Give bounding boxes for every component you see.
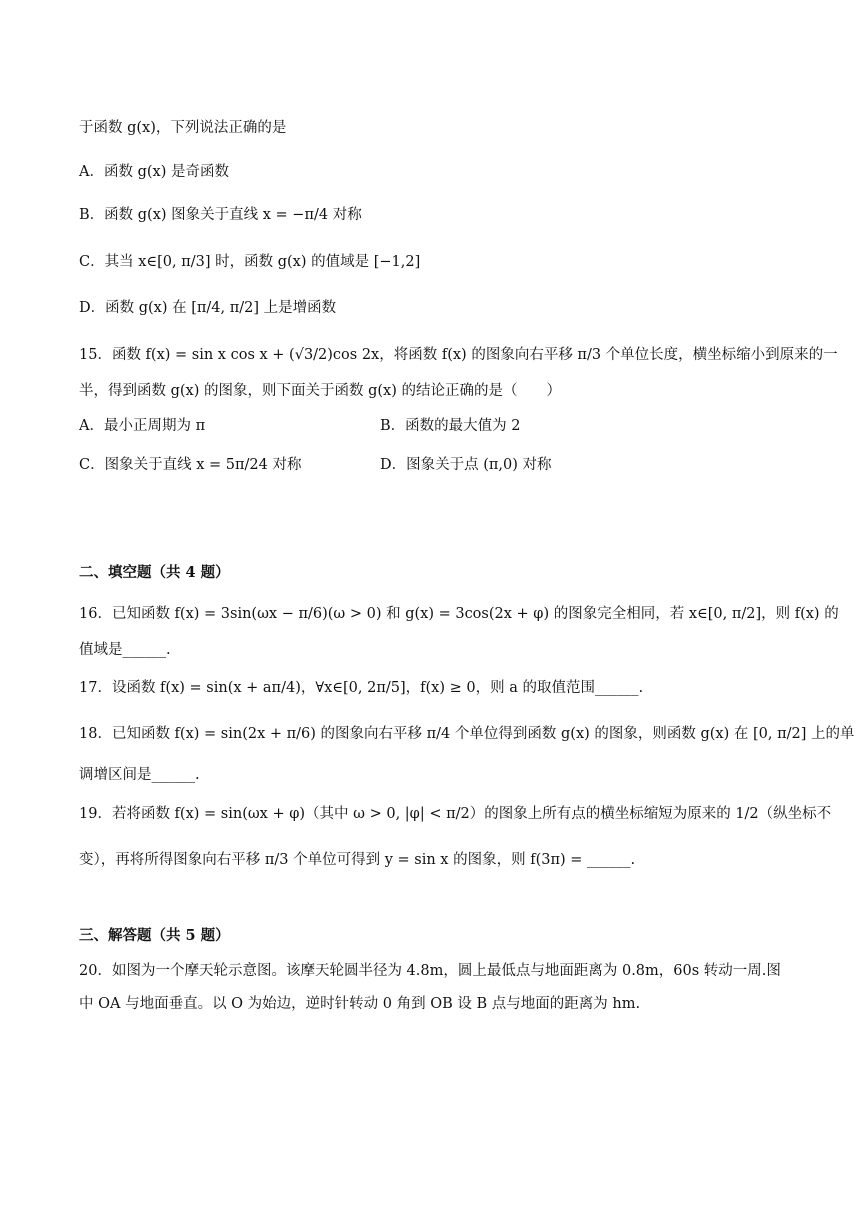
- option-b: B．函数的最大值为 2: [380, 418, 521, 434]
- question-18: 18．已知函数 f(x) = sin(2x + π/6) 的图象向右平移 π/4 个单位得到函数 g(x) 的图象，则函数 g(x) 在 [0, π/2] 上的单: [79, 726, 855, 742]
- option-d: D．函数 g(x) 在 [π/4, π/2] 上是增函数: [79, 300, 337, 316]
- option-a: A．最小正周期为 π: [79, 418, 206, 434]
- question-15: 15．函数 f(x) = sin x cos x + (√3/2)cos 2x，将函数 f(x) 的图象向右平移 π/3 个单位长度，横坐标缩小到原来的一: [79, 347, 838, 363]
- question-20: 20．如图为一个摩天轮示意图。该摩天轮圆半径为 4.8m，圆上最低点与地面距离为 0.8m，60s 转动一周.图: [79, 963, 781, 979]
- text-line: 调增区间是______.: [79, 767, 200, 783]
- text-line: 于函数 g(x)，下列说法正确的是: [79, 120, 287, 136]
- question-17: 17．设函数 f(x) = sin(x + aπ/4)，∀x∈[0, 2π/5]，f(x) ≥ 0，则 a 的取值范围______.: [79, 680, 644, 696]
- option-d: D．图象关于点 (π,0) 对称: [380, 457, 552, 473]
- question-19: 19．若将函数 f(x) = sin(ωx + φ)（其中 ω > 0, |φ| < π/2）的图象上所有点的横坐标缩短为原来的 1/2（纵坐标不: [79, 806, 832, 822]
- text-line: 半，得到函数 g(x) 的图象，则下面关于函数 g(x) 的结论正确的是（ ）: [79, 383, 561, 399]
- section-heading: 二、填空题（共 4 题）: [79, 564, 230, 581]
- text-line: 变），再将所得图象向右平移 π/3 个单位可得到 y = sin x 的图象，则 f(3π) = ______.: [79, 852, 636, 868]
- option-b: B．函数 g(x) 图象关于直线 x = −π/4 对称: [79, 207, 362, 223]
- text-line: 值域是______.: [79, 642, 171, 658]
- option-c: C．图象关于直线 x = 5π/24 对称: [79, 457, 302, 473]
- option-a: A．函数 g(x) 是奇函数: [79, 164, 229, 180]
- section-heading: 三、解答题（共 5 题）: [79, 927, 230, 944]
- text-line: 中 OA 与地面垂直。以 O 为始边，逆时针转动 0 角到 OB 设 B 点与地面的距离为 hm.: [79, 996, 641, 1012]
- question-16: 16．已知函数 f(x) = 3sin(ωx − π/6)(ω > 0) 和 g(x) = 3cos(2x + φ) 的图象完全相同，若 x∈[0, π/2]，则 f(x) 的: [79, 606, 839, 622]
- option-c: C．其当 x∈[0, π/3] 时，函数 g(x) 的值域是 [−1,2]: [79, 254, 421, 270]
